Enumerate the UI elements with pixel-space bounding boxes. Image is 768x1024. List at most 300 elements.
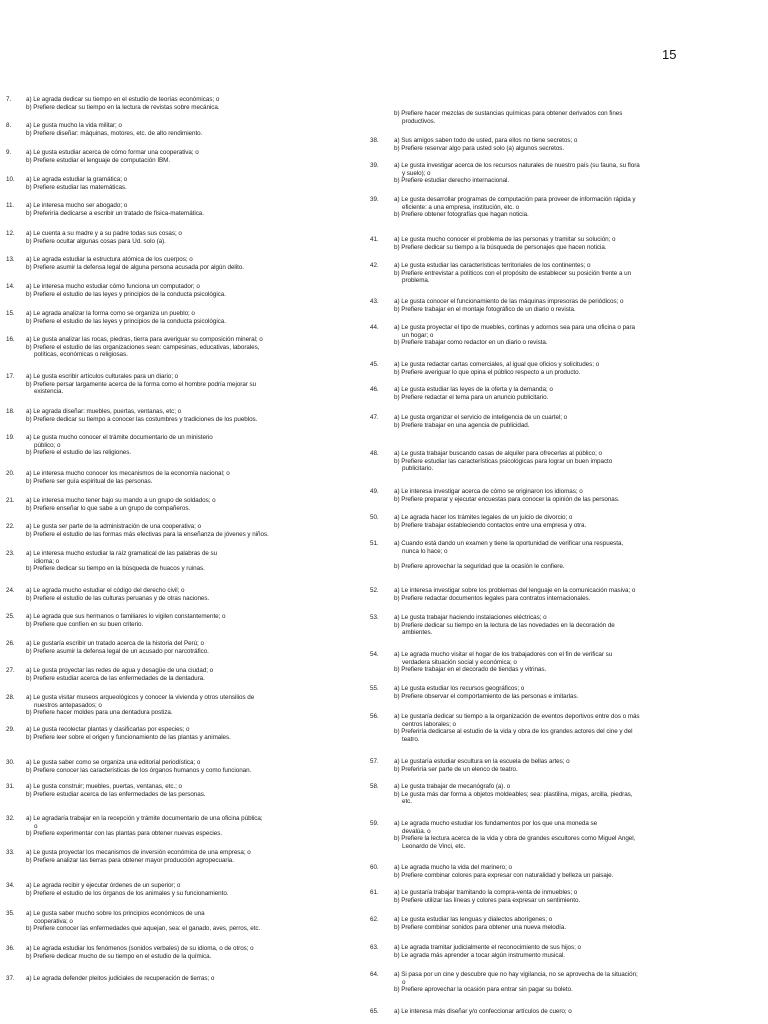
question-options bbox=[26, 640, 342, 655]
question-number: 29. bbox=[6, 726, 15, 733]
option-line: b) Prefiere ser guía espiritual de las personas. bbox=[26, 477, 153, 485]
question-number: 43. bbox=[370, 298, 379, 305]
option-line: a) Le agrada estudiar la estructura atómica de los cuerpos; o bbox=[26, 256, 193, 263]
question-options bbox=[26, 726, 342, 741]
option-line: a) Le gusta redactar cartas comerciales, al igual que oficios y solicitudes; o bbox=[394, 361, 600, 368]
question-options bbox=[26, 149, 342, 164]
option-line: b) Prefiere persar largamente acerca de la forma como el hombre podría mejorar su bbox=[26, 380, 257, 388]
option-line: a) Le gusta proyectar los mecanismos de inversión económica de una empresa; o bbox=[26, 849, 251, 856]
option-line: un hogar; o bbox=[402, 331, 434, 339]
question-item bbox=[370, 540, 700, 570]
question-item bbox=[6, 587, 342, 602]
option-line: b) Prefiere que confíen en su buen criterio. bbox=[26, 620, 144, 628]
question-item bbox=[370, 514, 700, 529]
question-item bbox=[6, 726, 342, 741]
question-item bbox=[6, 122, 342, 137]
option-line: Leonardo de Vinci, etc. bbox=[402, 842, 466, 850]
option-line: b) Prefiere el estudio de las leyes y principios de la conducta psicológica. bbox=[26, 290, 226, 298]
option-line: b) Prefiere dedicar su tiempo en la lectura de las novedades en la decoración de bbox=[394, 621, 615, 629]
question-number: 51. bbox=[370, 540, 379, 547]
question-options bbox=[394, 916, 700, 931]
option-line: a) Le agrada que sus hermanos o familiares lo vigilen constantemente; o bbox=[26, 613, 226, 620]
question-number: 34. bbox=[6, 882, 15, 889]
option-line: b) Prefiere observar el comportamiento de las personas e imitarlas. bbox=[394, 692, 579, 700]
option-line: a) Le gusta estudiar las lenguas y dialectos aborígenes; o bbox=[394, 916, 553, 923]
question-options bbox=[394, 262, 700, 285]
question-number: 17. bbox=[6, 373, 15, 380]
question-number: 7. bbox=[6, 96, 12, 103]
question-number: 10. bbox=[6, 176, 15, 183]
option-line: b) Prefiere obtener fotografías que hagan noticia. bbox=[394, 211, 529, 219]
question-number: 65. bbox=[370, 1008, 379, 1015]
question-number: 47. bbox=[370, 414, 379, 421]
question-number: 60. bbox=[370, 864, 379, 871]
question-number: 42. bbox=[370, 262, 379, 269]
question-item bbox=[6, 975, 342, 983]
question-options bbox=[394, 820, 700, 850]
option-line: a) Le gusta estudiar acerca de cómo formar una cooperativa; o bbox=[26, 149, 199, 156]
option-line: b) Prefiere dedicar su tiempo a la búsqueda de personajes que hacen noticia. bbox=[394, 243, 607, 251]
question-options bbox=[394, 971, 700, 994]
option-line: b) Preferiría dedicarse a escribir un tratado de física-matemática. bbox=[26, 209, 204, 217]
question-options bbox=[26, 910, 342, 933]
option-line: a) Le gustaría estudiar escultura en la escuela de bellas artes; o bbox=[394, 758, 570, 765]
option-line: a) Le agrada dedicar su tiempo en el estudio de teorías económicas; o bbox=[26, 96, 220, 103]
question-number: 62. bbox=[370, 916, 379, 923]
question-options bbox=[26, 759, 342, 774]
option-line: b) Prefiere aprovechar la ocasión para entrar sin pagar su boleto. bbox=[394, 986, 573, 994]
question-options bbox=[394, 137, 700, 152]
question-item bbox=[370, 713, 700, 743]
question-options bbox=[26, 202, 342, 217]
option-line: b) Prefiere averiguar lo que opina el público respecto a un producto. bbox=[394, 368, 581, 376]
question-number: 26. bbox=[6, 640, 15, 647]
option-line: a) Le gusta organizar el servicio de inteligencia de un cuartel; o bbox=[394, 414, 568, 421]
option-line: b) Prefiere el estudio de las religiones. bbox=[26, 449, 132, 457]
option-line: b) Prefiere reservar algo para usted solo (a) algunos secretos. bbox=[394, 144, 565, 152]
question-options bbox=[26, 283, 342, 298]
question-options bbox=[26, 310, 342, 325]
question-item bbox=[6, 176, 342, 191]
option-line: b) Le agrada más aprender a tocar algún instrumento musical. bbox=[394, 951, 565, 959]
question-item bbox=[370, 758, 700, 773]
option-line bbox=[394, 555, 700, 563]
option-line: a) Le gusta estudiar las leyes de la oferta y la demanda; o bbox=[394, 386, 553, 393]
question-item bbox=[370, 262, 700, 285]
option-line: a) Le interesa investigar acerca de cómo se originaron los idiomas; o bbox=[394, 488, 583, 495]
option-line: a) Le gusta trabajar haciendo instalaciones eléctricas; o bbox=[394, 614, 547, 621]
option-line: a) Le interesa mucho tener bajo su mando a un grupo de soldados; o bbox=[26, 497, 216, 504]
question-item bbox=[6, 336, 342, 359]
question-number: 13. bbox=[6, 256, 15, 263]
option-line: b) Prefiere utilizar las líneas y colores para expresar un sentimiento. bbox=[394, 896, 581, 904]
question-options bbox=[26, 497, 342, 512]
question-item bbox=[370, 298, 700, 313]
option-line: a) Le gusta saber mucho sobre los principios económicos de una bbox=[26, 910, 205, 917]
question-number: 33. bbox=[6, 849, 15, 856]
question-options bbox=[26, 694, 342, 717]
question-item bbox=[370, 783, 700, 806]
question-number: 46. bbox=[370, 386, 379, 393]
option-line: a) Le agrada estudiar la gramática; o bbox=[26, 176, 128, 183]
question-options bbox=[26, 667, 342, 682]
option-line: b) Prefiere trabajar estableciendo contactos entre una empresa y otra. bbox=[394, 521, 587, 529]
question-number: 39. bbox=[370, 196, 379, 203]
question-number: 41. bbox=[370, 236, 379, 243]
question-options bbox=[394, 324, 700, 347]
question-number: 27. bbox=[6, 667, 15, 674]
option-line: b) Prefiere diseñar: máquinas, motores, etc. de alto rendimiento. bbox=[26, 129, 203, 137]
question-item bbox=[370, 324, 700, 347]
option-line: b) Prefiere hacer mezclas de sustancias químicas para obtener derivados con fines bbox=[394, 110, 623, 117]
option-line: y suelo); o bbox=[402, 169, 431, 177]
question-options bbox=[394, 514, 700, 529]
option-line: b) Prefiere el estudio de los órganos de los animales y su funcionamiento. bbox=[26, 889, 229, 897]
question-item bbox=[370, 386, 700, 401]
option-line: b) Prefiere trabajar como redactor en un diario o revista. bbox=[394, 339, 548, 347]
option-line: público; o bbox=[34, 441, 61, 449]
question-item bbox=[370, 944, 700, 959]
question-number: 39. bbox=[370, 162, 379, 169]
question-options bbox=[26, 975, 342, 983]
question-number: 28. bbox=[6, 694, 15, 701]
option-line: eficiente: a una empresa, institución, etc. o bbox=[402, 203, 520, 211]
option-line: b) Prefiere aprovechar la seguridad que la ocasión le confiere. bbox=[394, 562, 565, 570]
option-line: o bbox=[34, 822, 38, 830]
question-number: 36. bbox=[6, 945, 15, 952]
question-number: 61. bbox=[370, 889, 379, 896]
question-item bbox=[6, 694, 342, 717]
question-options bbox=[394, 889, 700, 904]
question-options bbox=[26, 783, 342, 798]
question-item bbox=[6, 849, 342, 864]
question-item bbox=[6, 640, 342, 655]
question-number: 63. bbox=[370, 944, 379, 951]
question-item bbox=[370, 450, 700, 473]
question-number: 16. bbox=[6, 336, 15, 343]
question-options bbox=[394, 298, 700, 313]
option-line: b) Prefiere trabajar en el decorado de tiendas y vitrinas. bbox=[394, 666, 547, 674]
option-line: b) Prefiere estudiar las características psicológicas para lograr un buen impacto bbox=[394, 457, 613, 465]
question-options bbox=[26, 882, 342, 897]
option-line: problema. bbox=[402, 277, 430, 285]
question-number: 50. bbox=[370, 514, 379, 521]
question-options bbox=[394, 864, 700, 879]
option-line: a) Le agrada mucho estudiar los fundamentos por los que una moneda se bbox=[394, 820, 598, 827]
option-line: a) Le gusta proyectar las redes de agua y desagüe de una ciudad; o bbox=[26, 667, 214, 674]
question-item bbox=[6, 759, 342, 774]
option-line: b) Prefiere preparar y ejecutar encuestas para conocer la opinión de las personas. bbox=[394, 495, 620, 503]
option-line: a) Le gusta analizar las rocas, piedras, tierra para averiguar su composición mineral; o bbox=[26, 336, 263, 343]
option-line: a) Le agrada hacer los trámites legales de un juicio de divorcio; o bbox=[394, 514, 573, 521]
option-line: b) Prefiere estudiar acerca de las enfermedades de las personas. bbox=[26, 790, 206, 798]
question-item bbox=[6, 283, 342, 298]
question-item bbox=[6, 434, 342, 457]
question-options bbox=[26, 815, 342, 838]
option-line: b) Prefiere el estudio de las culturas peruanas y de otras naciones. bbox=[26, 594, 210, 602]
question-number: 45. bbox=[370, 361, 379, 368]
question-options bbox=[26, 434, 342, 457]
question-item bbox=[6, 613, 342, 628]
question-options bbox=[26, 470, 342, 485]
question-item bbox=[6, 96, 342, 111]
question-options bbox=[26, 96, 342, 111]
option-line: a) Le agradaría trabajar en la recepción y trámite documentario de una oficina pública; bbox=[26, 815, 263, 822]
question-item bbox=[6, 470, 342, 485]
option-line: a) Le agrada tramitar judicialmente el reconocimiento de sus hijos; o bbox=[394, 944, 581, 951]
option-line: b) Prefiere la lectura acerca de la vida y obra de grandes escultores como Miguel Angel, bbox=[394, 835, 636, 843]
question-number: 11. bbox=[6, 202, 15, 209]
question-options bbox=[26, 336, 342, 359]
option-line: a) Le gusta mucho conocer el problema de las personas y tramitar su solución; o bbox=[394, 236, 616, 243]
option-line: b) Prefiere ocultar algunas cosas para Ud. solo (a). bbox=[26, 237, 166, 245]
question-number: 52. bbox=[370, 587, 379, 594]
option-line: b) Prefiere enseñar lo que sabe a un grupo de compañeros. bbox=[26, 504, 191, 512]
page-number: 15 bbox=[662, 47, 677, 62]
question-number: 18. bbox=[6, 408, 15, 415]
option-line: a) Le gustaría escribir un tratado acerca de la historia del Perú; o bbox=[26, 640, 204, 647]
option-line: a) Le gusta estudiar los recursos geográficos; o bbox=[394, 685, 525, 692]
question-number: 57. bbox=[370, 758, 379, 765]
option-line: a) Le gusta desarrollar programas de computación para proveer de información rápida y bbox=[394, 196, 636, 203]
option-line: existencia. bbox=[34, 388, 64, 396]
question-item bbox=[6, 149, 342, 164]
question-options bbox=[394, 587, 700, 602]
option-line: a) Le gusta recolectar plantas y clasificarlas por especies; o bbox=[26, 726, 190, 733]
option-line: b) Prefiere redactar documentos legales para contratos internacionales. bbox=[394, 594, 591, 602]
question-number: 12. bbox=[6, 230, 15, 237]
option-line: cooperativa; o bbox=[34, 917, 73, 925]
option-line: a) Le gustaría trabajar tramitando la compra-venta de inmuebles; o bbox=[394, 889, 578, 896]
option-line: b) Prefiere asumir la defensa legal de un acusado por narcotráfico. bbox=[26, 647, 209, 655]
question-options bbox=[26, 230, 342, 245]
question-number: 37. bbox=[6, 975, 15, 982]
option-line: a) Le interesa investigar sobre los problemas del lenguaje en la comunicación masiva; o bbox=[394, 587, 636, 594]
option-line: a) Le agrada mucho la vida del marinero; o bbox=[394, 864, 512, 871]
option-line: a) Le agrada analizar la forma como se organiza un pueblo; o bbox=[26, 310, 195, 317]
option-line: b) Prefiere dedicar su tiempo en la búsqueda de huacos y ruinas. bbox=[26, 565, 205, 573]
question-options bbox=[394, 540, 700, 570]
option-line: b) Prefiere redactar el tema para un anuncio publicitario. bbox=[394, 393, 549, 401]
question-options bbox=[26, 849, 342, 864]
option-line: b) Prefiere estudiar acerca de las enfermedades de la dentadura. bbox=[26, 674, 205, 682]
question-item bbox=[370, 1008, 700, 1016]
question-item bbox=[6, 667, 342, 682]
option-line: nuestros antepasados; o bbox=[34, 701, 102, 709]
question-item bbox=[370, 414, 700, 429]
question-number: 44. bbox=[370, 324, 379, 331]
option-line: a) Le gusta trabajar de mecanógrafo (a). o bbox=[394, 783, 511, 790]
question-options bbox=[26, 945, 342, 960]
question-item bbox=[370, 971, 700, 994]
question-number: 14. bbox=[6, 283, 15, 290]
question-item bbox=[6, 202, 342, 217]
option-line: a) Le agrada recibir y ejecutar órdenes de un superior; o bbox=[26, 882, 181, 889]
question-options bbox=[394, 110, 700, 125]
option-line: devalúa. o bbox=[402, 827, 431, 835]
question-number: 9. bbox=[6, 149, 12, 156]
option-line: b) Preferiría dedicarse al estudio de la vida y obra de los grandes actores del cine y del bbox=[394, 728, 633, 736]
option-line: a) Le agrada estudiar los fenómenos (sonidos verbales) de su idioma, o de otros; o bbox=[26, 945, 254, 952]
option-line: teatro. bbox=[402, 735, 420, 743]
question-number: 49. bbox=[370, 488, 379, 495]
option-line: a) Le interesa más diseñar y/o confeccionar artículos de cuero; o bbox=[394, 1008, 572, 1015]
question-number: 48. bbox=[370, 450, 379, 457]
question-options bbox=[394, 1008, 700, 1016]
question-number: 23. bbox=[6, 550, 15, 557]
question-number: 25. bbox=[6, 613, 15, 620]
option-line: a) Le gusta escribir artículos culturales para un diario; o bbox=[26, 373, 179, 380]
option-line: b) Prefiere conocer las enfermedades que aquejan, sea: el ganado, aves, perros, etc. bbox=[26, 925, 261, 933]
question-number: 54. bbox=[370, 651, 379, 658]
question-options bbox=[394, 414, 700, 429]
option-line: b) Prefiere dedicar mucho de su tiempo en el estudio de la química. bbox=[26, 952, 212, 960]
question-item bbox=[370, 889, 700, 904]
question-item bbox=[6, 815, 342, 838]
option-line: b) Prefiere conocer las características de los órganos humanos y como funcionan. bbox=[26, 766, 252, 774]
option-line: b) Prefiere el estudio de las formas más efectivas para la enseñanza de jóvenes y niños. bbox=[26, 530, 269, 538]
question-item bbox=[370, 685, 700, 700]
question-options bbox=[26, 587, 342, 602]
question-options bbox=[394, 386, 700, 401]
question-item bbox=[6, 910, 342, 933]
question-item bbox=[6, 373, 342, 396]
question-item bbox=[370, 820, 700, 850]
question-item bbox=[370, 196, 700, 219]
question-options bbox=[26, 176, 342, 191]
question-number: 59. bbox=[370, 820, 379, 827]
question-item bbox=[6, 550, 342, 573]
question-item bbox=[6, 497, 342, 512]
option-line: b) Prefiere hacer moldes para una dentadura postiza. bbox=[26, 709, 173, 717]
question-number: 38. bbox=[370, 137, 379, 144]
option-line: b) Prefiere entrevistar a políticos con el propósito de establecer su posición frente a un bbox=[394, 269, 632, 277]
option-line: a) Le gustaría dedicar su tiempo a la organización de eventos deportivos entre dos o más bbox=[394, 713, 640, 720]
option-line: a) Le gusta estudiar las características territoriales de los continentes; o bbox=[394, 262, 591, 269]
option-line: b) Prefiere estudiar derecho internacional. bbox=[394, 177, 510, 185]
question-number bbox=[370, 110, 394, 125]
question-item bbox=[6, 256, 342, 271]
question-number: 30. bbox=[6, 759, 15, 766]
question-item bbox=[370, 651, 700, 674]
question-options bbox=[394, 685, 700, 700]
option-line: a) Le interesa mucho estudiar cómo funciona un computador; o bbox=[26, 283, 200, 290]
question-number: 15. bbox=[6, 310, 15, 317]
option-line: b) Prefiere estudiar las matemáticas. bbox=[26, 183, 127, 191]
question-options bbox=[394, 450, 700, 473]
question-number: 24. bbox=[6, 587, 15, 594]
option-line: a) Le interesa mucho estudiar la raíz gramatical de las palabras de su bbox=[26, 550, 218, 557]
option-line: b) Prefiere experimentar con las plantas para obtener nuevas especies. bbox=[26, 830, 223, 838]
question-options bbox=[26, 122, 342, 137]
question-item bbox=[370, 162, 700, 185]
option-line: a) Le gusta construir; muebles, puertas, ventanas, etc.; o bbox=[26, 783, 183, 790]
option-line: a) Le gusta conocer el funcionamiento de las máquinas impresoras de periódicos; o bbox=[394, 298, 624, 305]
option-line: b) Prefiere combinar colores para expresar con naturalidad y belleza un paisaje. bbox=[394, 871, 614, 879]
question-item bbox=[370, 488, 700, 503]
question-options bbox=[26, 550, 342, 573]
question-options bbox=[394, 944, 700, 959]
question-item bbox=[370, 916, 700, 931]
option-line: b) Prefiere estudiar el lenguaje de computación IBM. bbox=[26, 156, 171, 164]
option-line: b) Prefiere dedicar su tiempo en la lectura de revistas sobre mecánica. bbox=[26, 103, 220, 111]
option-line: a) Si pasa por un cine y descubre que no hay vigilancia, no se aprovecha de la situación; bbox=[394, 971, 638, 978]
option-line: publicitario. bbox=[402, 465, 434, 473]
question-item bbox=[370, 864, 700, 879]
question-number: 35. bbox=[6, 910, 15, 917]
question-number: 22. bbox=[6, 523, 15, 530]
option-line: b) Prefiere trabajar en una agencia de publicidad. bbox=[394, 421, 530, 429]
option-line: políticas, económicas o religiosas. bbox=[34, 351, 128, 359]
option-line: ambientes. bbox=[402, 629, 433, 637]
option-line: etc. bbox=[402, 798, 412, 806]
question-item bbox=[6, 783, 342, 798]
question-options bbox=[26, 523, 342, 538]
option-line: a) Le interesa mucho conocer los mecanismos de la economía nacional; o bbox=[26, 470, 230, 477]
question-options bbox=[26, 408, 342, 423]
option-line: a) Le agrada mucho estudiar el código del derecho civil; o bbox=[26, 587, 185, 594]
question-item bbox=[6, 882, 342, 897]
question-item bbox=[370, 587, 700, 602]
question-number: 19. bbox=[6, 434, 15, 441]
option-line: b) Prefiere el estudio de las leyes y principios de la conducta psicológica. bbox=[26, 317, 226, 325]
question-options bbox=[394, 162, 700, 185]
question-options bbox=[394, 196, 700, 219]
option-line: b) Prefiere leer sobre el origen y funcionamiento de las plantas y animales. bbox=[26, 733, 231, 741]
question-item bbox=[370, 236, 700, 251]
question-item bbox=[6, 945, 342, 960]
option-line: a) Le gusta trabajar buscando casas de alquiler para ofrecerlas al público; o bbox=[394, 450, 602, 457]
question-number: 31. bbox=[6, 783, 15, 790]
question-options bbox=[394, 713, 700, 743]
option-line: nunca lo hace; o bbox=[402, 547, 448, 555]
option-line: a) Le cuenta a su madre y a su padre todas sus cosas; o bbox=[26, 230, 182, 237]
question-options bbox=[26, 373, 342, 396]
question-number: 58. bbox=[370, 783, 379, 790]
question-options bbox=[394, 651, 700, 674]
question-options bbox=[26, 613, 342, 628]
question-options bbox=[394, 361, 700, 376]
question-item bbox=[6, 408, 342, 423]
question-number: 64. bbox=[370, 971, 379, 978]
question-item bbox=[370, 137, 700, 152]
option-line: a) Sus amigos saben todo de usted, para ellos no tiene secretos; o bbox=[394, 137, 578, 144]
question-number: 8. bbox=[6, 122, 12, 129]
question-item bbox=[370, 614, 700, 637]
question-options bbox=[394, 488, 700, 503]
option-line: a) Le agrada diseñar: muebles, puertas, ventanas, etc; o bbox=[26, 408, 182, 415]
option-line: a) Le agrada mucho visitar el hogar de los trabajadores con el fin de verificar su bbox=[394, 651, 613, 658]
question-number: 21. bbox=[6, 497, 15, 504]
option-line: b) Prefiere analizar las tierras para obtener mayor producción agropecuaria. bbox=[26, 856, 234, 864]
option-line: b) Prefiere trabajar en el montaje fotográfico de un diario o revista. bbox=[394, 305, 576, 313]
option-line: b) Preferiría ser parte de un elenco de teatro. bbox=[394, 765, 518, 773]
question-number: 53. bbox=[370, 614, 379, 621]
option-line: b) Prefiere combinar sonidos para obtener una nueva melodía. bbox=[394, 923, 567, 931]
question-options bbox=[394, 614, 700, 637]
question-options bbox=[394, 758, 700, 773]
question-number: 32. bbox=[6, 815, 15, 822]
option-line: b) Prefiere asumir la defensa legal de alguna persona acusada por algún delito. bbox=[26, 263, 244, 271]
option-line: idioma; o bbox=[34, 557, 60, 565]
option-line: verdadera situación social y económica; o bbox=[402, 658, 517, 666]
option-line: centros laborales; o bbox=[402, 720, 456, 728]
option-line: productivos. bbox=[402, 117, 436, 125]
question-item bbox=[6, 310, 342, 325]
question-number: 55. bbox=[370, 685, 379, 692]
option-line: b) Prefiere dedicar su tiempo a conocer las costumbres y tradiciones de los pueblos. bbox=[26, 415, 258, 423]
question-options bbox=[394, 236, 700, 251]
